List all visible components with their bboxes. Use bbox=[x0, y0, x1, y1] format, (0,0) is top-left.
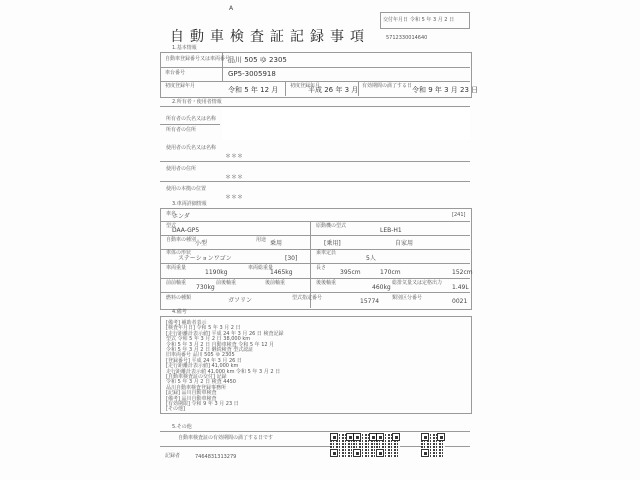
body-shape-value: ステーションワゴン bbox=[178, 255, 232, 262]
user-address-value: ＊＊＊ bbox=[225, 174, 244, 181]
model-value: DAA-GP5 bbox=[172, 227, 200, 234]
body-shape-label: 車体の形状 bbox=[166, 250, 192, 256]
remark-line: 旧車両番号 品川 505 ゆ 2305 bbox=[166, 352, 235, 359]
section-1-heading: 1.基本情報 bbox=[172, 45, 197, 51]
vehicle-type-label: 自動車の種別 bbox=[166, 237, 197, 243]
engine-label: 原動機の型式 bbox=[316, 223, 347, 229]
qr-code-2 bbox=[353, 433, 377, 457]
remark-line: [備考] 補助者表示 bbox=[166, 320, 207, 326]
body-code: [30] bbox=[285, 255, 298, 262]
remark-line: 令和 5 年 3 月 2 日 自動車検査 令和 5 年 12 月 bbox=[166, 341, 275, 348]
remark-line: 令和 5 年 3 月 2 日 検査 4450 bbox=[166, 379, 236, 386]
remark-line: [記録] 品川自動車検査 bbox=[166, 390, 217, 397]
remark-line: [その他] bbox=[166, 406, 185, 413]
expiry-value: 令和 9 年 3 月 23 日 bbox=[412, 86, 479, 94]
rr-axle-value: 460kg bbox=[372, 284, 391, 291]
qr-code-3 bbox=[376, 433, 400, 457]
base-location-value: ＊＊＊ bbox=[225, 194, 244, 201]
manufacture-label: 初度登録年月 bbox=[290, 83, 321, 89]
capacity-value: 5人 bbox=[366, 255, 376, 262]
make-code: [241] bbox=[452, 212, 466, 218]
usage-label: 用途 bbox=[256, 237, 267, 243]
issue-date-value: 令和 5 年 3 月 2 日 bbox=[410, 17, 455, 23]
base-location-label: 使用の本拠の位置 bbox=[166, 186, 207, 192]
remark-line: [自動車検査証の交付] 記録 bbox=[166, 374, 227, 380]
usage-value: 乗用 bbox=[270, 240, 283, 247]
user-name-label: 使用者の氏名又は名称 bbox=[166, 145, 217, 151]
fuel-value: ガソリン bbox=[228, 297, 253, 304]
plate-value: 品川 505 ゆ 2305 bbox=[228, 56, 287, 64]
first-reg-value: 令和 5 年 12 月 bbox=[228, 86, 279, 94]
owner-name-label: 所有者の氏名又は名称 bbox=[166, 116, 217, 122]
remark-line: 令和 5 年 3 月 2 日 継続検査 型式認証 bbox=[166, 347, 254, 353]
owner-address-label: 所有者の住所 bbox=[166, 127, 197, 133]
class-value-2: 自家用 bbox=[395, 240, 414, 247]
engine-value: LEB-H1 bbox=[380, 227, 402, 234]
plate-label: 自動車登録番号又は車両番号 bbox=[165, 56, 231, 62]
remark-line: [備考] 品川自動車検査 bbox=[166, 395, 217, 402]
class-value: [乗用] bbox=[324, 240, 341, 247]
remark-line: 走行距離計表示値 41,000 km 令和 5 年 3 月 2 日 bbox=[166, 368, 281, 375]
category-value: 0021 bbox=[452, 298, 468, 305]
height-value: 152cm bbox=[452, 269, 473, 276]
expiry-label: 有効期間の満了する日 bbox=[362, 83, 413, 89]
make-label: 車名 bbox=[166, 211, 177, 217]
remark-line: 品川自動車検査登録事務所 bbox=[166, 384, 227, 391]
footer-id-label: 記録者 bbox=[165, 453, 181, 459]
document-number: 5712330014640 bbox=[386, 35, 428, 41]
chassis-value: GP5-3005918 bbox=[228, 70, 276, 78]
user-name-value: ＊＊＊ bbox=[225, 153, 244, 160]
redacted-owner bbox=[222, 108, 470, 140]
fuel-label: 燃料の種類 bbox=[166, 295, 192, 301]
front-axle-value: 730kg bbox=[196, 284, 215, 291]
manufacture-value: 平成 26 年 3 月 bbox=[308, 86, 359, 94]
form-letter: A bbox=[229, 5, 234, 12]
rear-axle-label: 後前軸重 bbox=[265, 280, 286, 286]
gross-weight-label: 車両総重量 bbox=[248, 265, 274, 271]
remark-line: [走行距離計表示値] 平成 24 年 3 月 26 日 検査記録 bbox=[166, 330, 284, 337]
section-2-heading: 2.所有者・使用者情報 bbox=[172, 99, 222, 105]
footer-heading: 5.その他 bbox=[172, 424, 192, 430]
axle-weight-label: 前前軸重 bbox=[166, 280, 187, 286]
vehicle-weight-value: 1190kg bbox=[205, 269, 228, 276]
chassis-label: 車台番号 bbox=[165, 70, 186, 76]
remark-line: [有効期限] 令和 9 年 3 月 23 日 bbox=[166, 401, 239, 407]
model-designation-value: 15774 bbox=[360, 298, 380, 305]
qr-code-1 bbox=[330, 433, 354, 457]
length-label: 長さ bbox=[316, 265, 327, 271]
length-value: 395cm bbox=[340, 269, 361, 276]
model-designation-label: 型式指定番号 bbox=[292, 295, 323, 301]
gross-weight-value: 1465kg bbox=[270, 269, 293, 276]
document-title: 自動車検査証記録事項 bbox=[170, 29, 370, 45]
remark-line: [走行距離計表示値] 41,000 km bbox=[166, 363, 239, 370]
mileage-label: 総排気量又は定格出力 bbox=[392, 280, 443, 286]
width-value: 170cm bbox=[380, 269, 401, 276]
remark-line: [登録番号] 平成 24 年 3 月 26 日 bbox=[166, 357, 242, 364]
make-value: ホンダ bbox=[172, 213, 190, 220]
qr-code-4 bbox=[421, 433, 445, 457]
mileage-value: 1.49L bbox=[452, 284, 469, 291]
section-4-heading: 4.備考 bbox=[172, 309, 187, 315]
issue-date-label: 交付年月日 bbox=[383, 17, 409, 23]
remark-line: [検査年月日] 令和 5 年 3 月 2 日 bbox=[166, 325, 241, 332]
user-address-label: 使用者の住所 bbox=[166, 166, 197, 172]
footer-note: 自動車検査証の有効期間の満了する日です bbox=[178, 435, 274, 441]
category-label: 類別区分番号 bbox=[392, 295, 423, 301]
first-reg-label: 初度登録年月 bbox=[165, 83, 196, 89]
footer-id-value: 7464831313279 bbox=[195, 454, 237, 460]
remark-line: 型式 令和 5 年 3 月 2 日 38,000 km bbox=[166, 336, 251, 343]
vehicle-type-value: 小型 bbox=[195, 240, 208, 247]
capacity-label: 乗車定員 bbox=[316, 250, 337, 256]
section-3-heading: 3.車両詳細情報 bbox=[172, 201, 207, 207]
vehicle-weight-label: 車両重量 bbox=[166, 265, 187, 271]
rr-axle-label: 後後軸重 bbox=[316, 280, 337, 286]
ff-axle-label: 前後軸重 bbox=[216, 280, 237, 286]
model-label: 型式 bbox=[166, 223, 177, 229]
